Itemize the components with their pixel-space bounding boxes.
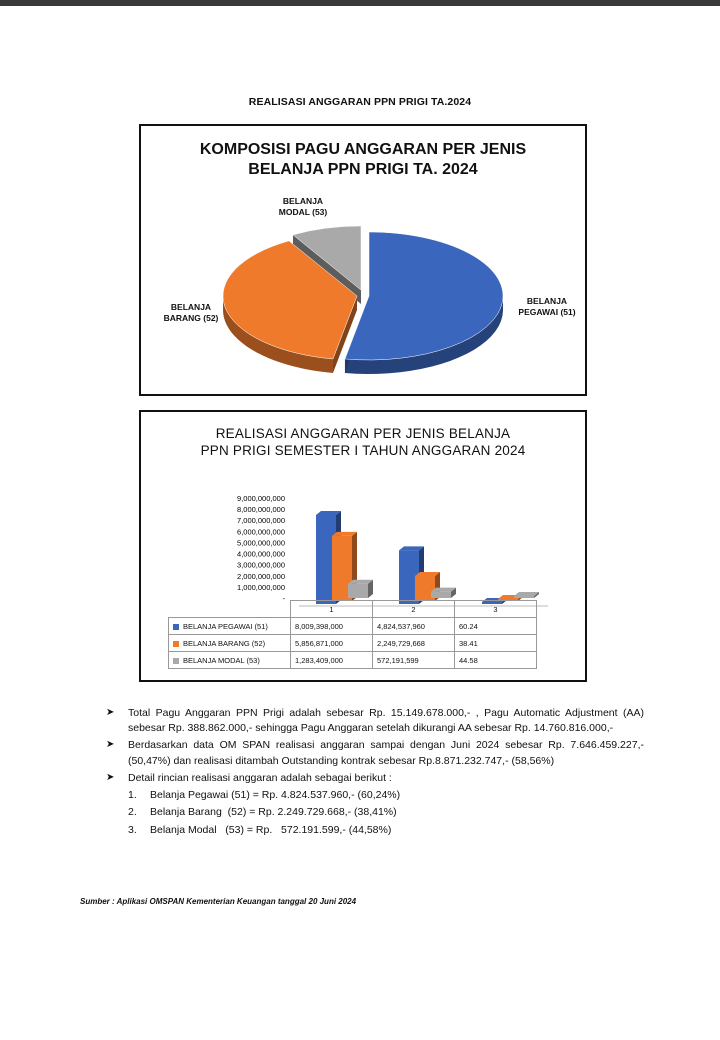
table-header-row: [169, 601, 537, 618]
pie-chart-frame: [139, 124, 587, 396]
legend-cell-barang: BELANJA BARANG (52): [169, 635, 291, 652]
table-cell: 572,191,599: [373, 652, 455, 669]
y-tick-label: 8,000,000,000: [237, 505, 285, 515]
bar-chart-data-table: [168, 600, 537, 669]
y-tick-label: 6,000,000,000: [237, 527, 285, 537]
bar-modal-2: [431, 588, 456, 598]
pie-label-modal: BELANJA MODAL (53): [278, 196, 328, 218]
legend-cell-modal: BELANJA MODAL (53): [169, 652, 291, 669]
legend-cell-pegawai: BELANJA PEGAWAI (51): [169, 618, 291, 635]
detail-item: 2. Belanja Barang (52) = Rp. 2.249.729.668,- (38,41%): [128, 806, 397, 819]
summary-bullet: ➤ Detail rincian realisasi anggaran adalah sebagai berikut :: [106, 771, 392, 784]
legend-swatch-gray: [173, 658, 179, 664]
y-tick-label: 3,000,000,000: [237, 560, 285, 570]
table-cell: 38.41: [455, 635, 537, 652]
pie-label-pegawai: BELANJA PEGAWAI (51): [518, 296, 576, 318]
detail-item: 3. Belanja Modal (53) = Rp. 572.191.599,- (44,58%): [128, 823, 392, 836]
table-cell: 60.24: [455, 618, 537, 635]
bar-modal-1: [348, 580, 373, 598]
y-tick-label: 4,000,000,000: [237, 549, 285, 559]
pie-chart: [141, 126, 585, 394]
y-tick-label: 9,000,000,000: [237, 494, 285, 503]
y-tick-label: 7,000,000,000: [237, 516, 285, 526]
legend-swatch-orange: [173, 641, 179, 647]
table-cell: 1,283,409,000: [291, 652, 373, 669]
bar-chart-title-line-2: PPN PRIGI SEMESTER I TAHUN ANGGARAN 2024: [200, 442, 526, 458]
viewer-top-bar: [0, 0, 720, 6]
detail-list: [104, 788, 644, 838]
table-row: [169, 635, 537, 652]
table-cell: 4,824,537,960: [373, 618, 455, 635]
table-row: [169, 652, 537, 669]
detail-item: 1. Belanja Pegawai (51) = Rp. 4.824.537.960,- (60,24%): [128, 789, 401, 802]
summary-bullet: ➤ Berdasarkan data OM SPAN realisasi anggaran sampai dengan Juni 2024 sebesar Rp. 7.646.459.227,- (50,47%) dan realisasi ditambah Outstanding kontrak sebesar Rp.8.871.232.747,- (58,56%): [106, 739, 644, 767]
table-cell: 5,856,871,000: [291, 635, 373, 652]
bar-chart-title-line-1: REALISASI ANGGARAN PER JENIS BELANJA: [215, 426, 511, 441]
pie-chart-title-line-1: KOMPOSISI PAGU ANGGARAN PER JENIS: [199, 141, 527, 158]
pie-label-barang: BELANJA BARANG (52): [163, 302, 219, 324]
summary-bullet: ➤ Total Pagu Anggaran PPN Prigi adalah sebesar Rp. 15.149.678.000,- , Pagu Automatic Adjustment (AA) sebesar Rp. 388.862.000,- sehingga Pagu Anggaran setelah dikurangi AA sebesar Rp. 14.760.816.000,-: [106, 707, 644, 735]
arrow-bullet-icon: ➤: [106, 739, 115, 751]
y-tick-label: 2,000,000,000: [237, 571, 285, 581]
legend-swatch-blue: [173, 624, 179, 630]
pie-chart-title-line-2: BELANJA PPN PRIGI TA. 2024: [248, 161, 478, 178]
table-cell: 8,009,398,000: [291, 618, 373, 635]
arrow-bullet-icon: ➤: [106, 707, 115, 718]
y-tick-label: -: [282, 594, 285, 603]
table-header-cell: 3: [455, 601, 537, 618]
y-tick-label: 5,000,000,000: [237, 538, 285, 548]
bar-modal-3: [514, 592, 539, 598]
summary-list: [104, 706, 644, 840]
table-cell: 2,249,729,668: [373, 635, 455, 652]
source-note: Sumber : Aplikasi OMSPAN Kementerian Keuangan tanggal 20 Juni 2024: [80, 897, 357, 906]
document-title: REALISASI ANGGARAN PPN PRIGI TA.2024: [248, 96, 472, 108]
y-tick-label: 1,000,000,000: [237, 582, 285, 592]
arrow-bullet-icon: ➤: [106, 771, 115, 783]
table-header-cell: 1: [291, 601, 373, 618]
table-cell: 44.58: [455, 652, 537, 669]
table-header-cell: 2: [373, 601, 455, 618]
table-corner: [169, 601, 291, 618]
table-row: [169, 618, 537, 635]
